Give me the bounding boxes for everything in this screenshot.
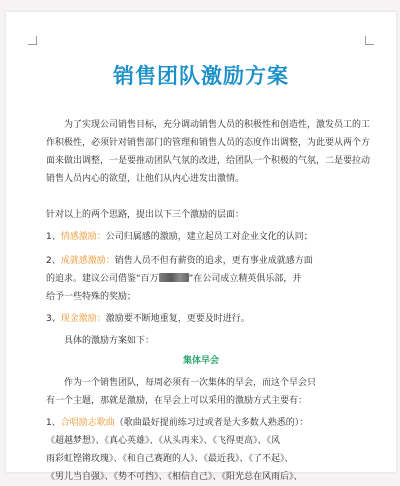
two-ideas-line: 针对以上的两个思路，提出以下三个激励的层面： (46, 210, 245, 220)
section-heading: 集体早会 (182, 356, 219, 366)
list-item-achievement (46, 252, 372, 270)
item-number: 1、 (46, 418, 61, 428)
item-text: 的追求。建议公司借鉴“百万 (46, 274, 159, 284)
corner-mark-top-right (365, 36, 374, 45)
meeting-line-2: 有一个主题，那就是激励，在早会上可以采用的激励方式主要有： (46, 396, 308, 406)
item-text: （歌曲最好提前练习过或者是大多数人熟悉的）： (114, 418, 309, 428)
songs-line-3: 《男儿当自强》、《势不可挡》、《相信自己》、《阳光总在风雨后》、 (46, 472, 303, 482)
item-text: 激励要不断地重复，更要及时进行。 (105, 314, 250, 324)
list-item-songs (46, 414, 372, 432)
item-keyword: 成就感激励： (60, 256, 115, 266)
redacted-smudge (159, 273, 189, 282)
document-title: 销售团队激励方案 (113, 64, 289, 88)
item-text: 销售人员不但有薪资的追求，更有事业成就感方面 (114, 256, 313, 266)
meeting-line-1: 作为一个销售团队，每周必须有一次集体的早会，而这个早会只 (64, 378, 317, 388)
item-text: ”在公司成立精英俱乐部，并 (188, 274, 302, 284)
item-number: 3、 (46, 314, 61, 324)
songs-line-2: 雨彩虹铿锵玫瑰》、《和自己赛跑的人》、《最近我》、《了不起》、 (46, 454, 294, 464)
methods-intro-line: 具体的激励方案如下： (64, 336, 155, 346)
item-keyword: 合唱励志歌曲 (60, 418, 115, 428)
list-item-emotional (46, 228, 372, 246)
list-item-cash (46, 310, 372, 328)
item-number: 1、 (46, 232, 61, 242)
list-item-achievement-continued (46, 270, 372, 288)
songs-line-1: 《超越梦想》、《真心英雄》、《从头再来》、《飞得更高》、《风 (46, 436, 281, 446)
document-page (6, 12, 396, 482)
item-number: 2、 (46, 256, 61, 266)
item-text: 公司归属感的激励，建立起员工对企业文化的认同； (105, 232, 313, 242)
item-keyword: 情感激励： (60, 232, 106, 242)
list-item-achievement-end: 给予一些特殊的奖励； (46, 292, 137, 302)
intro-paragraph: 为了实现公司销售目标，充分调动销售人员的积极性和创造性，激发员工的工作积极性，必须针对销售部门的管理和销售人员的态度作出调整，为此要从两个方面来做出调整，一是要推动团队气氛的改进，给团队一个积极的气氛，二是要拉动销售人员内心的欲望，让他们从内心进发出激情。 (46, 120, 371, 184)
corner-mark-top-left (28, 36, 37, 45)
item-keyword: 现金激励： (60, 314, 106, 324)
